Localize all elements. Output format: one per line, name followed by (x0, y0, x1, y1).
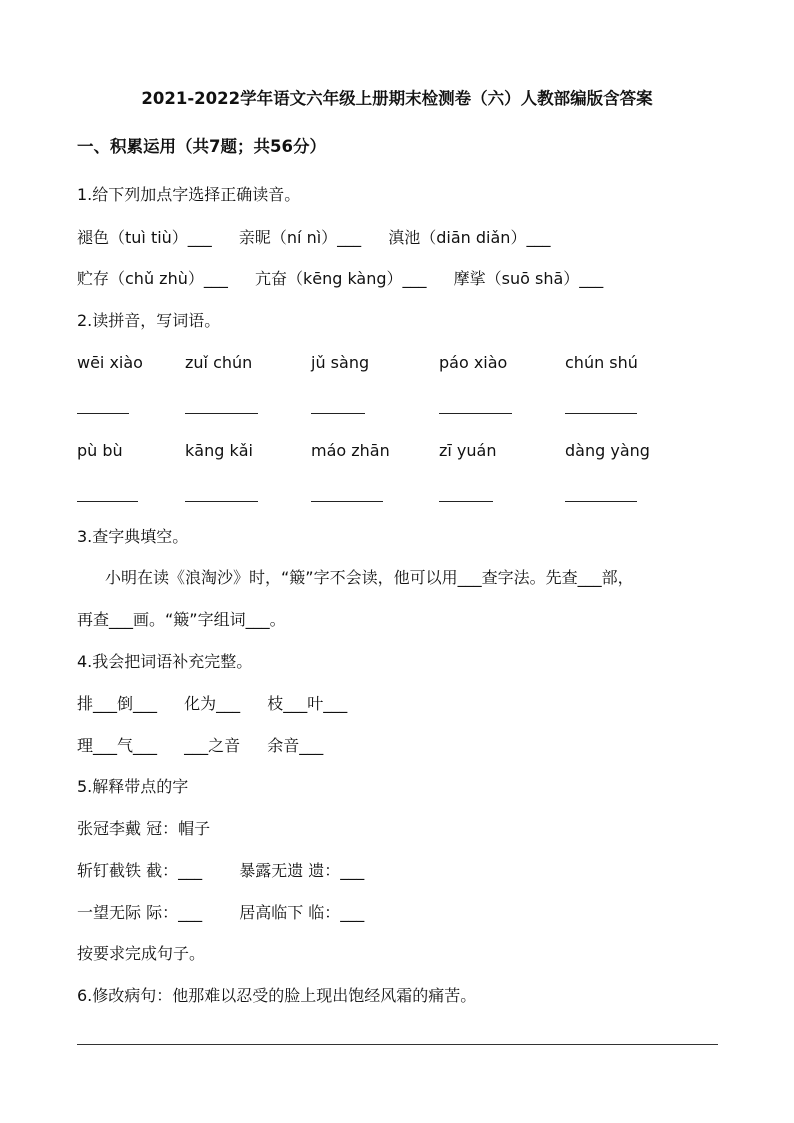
answer-blank[interactable] (77, 413, 129, 414)
answer-blank[interactable] (439, 413, 512, 414)
idiom-item: ___之音 (184, 736, 241, 755)
page-title: 2021-2022学年语文六年级上册期末检测卷（六）人教部编版含答案 (141, 89, 653, 108)
q1-prompt: 1.给下列加点字选择正确读音。 (77, 185, 301, 204)
q5-row-2 (77, 903, 364, 923)
instruction-text: 按要求完成句子。 (77, 944, 206, 963)
pinyin-cell: jǔ sàng (311, 353, 370, 372)
q5-example: 张冠李戴 冠：帽子 (77, 819, 211, 838)
pinyin-cell: máo zhān (311, 441, 390, 460)
answer-blank[interactable] (185, 501, 258, 502)
q1-item: 亢奋（kēng kàng）___ (254, 269, 427, 288)
pinyin-cell: kāng kǎi (185, 441, 253, 460)
explain-item: 居高临下 临：___ (239, 903, 365, 922)
explain-item: 斩钉截铁 截：___ (77, 861, 203, 880)
q1-item: 摩挲（suō shā）___ (453, 269, 604, 288)
q4-prompt: 4.我会把词语补充完整。 (77, 652, 253, 671)
q3-prompt: 3.查字典填空。 (77, 527, 189, 546)
q1-row-1 (77, 228, 550, 248)
answer-blank[interactable] (311, 501, 383, 502)
pinyin-cell: pù bù (77, 441, 123, 460)
q1-item: 褪色（tuì tiù）___ (77, 228, 212, 247)
answer-blank[interactable] (439, 501, 493, 502)
pinyin-cell: wēi xiào (77, 353, 143, 372)
q4-row-1 (77, 694, 347, 714)
answer-line[interactable] (77, 1044, 718, 1045)
pinyin-cell: zī yuán (439, 441, 497, 460)
answer-blank[interactable] (185, 413, 258, 414)
section-heading: 一、积累运用（共7题；共56分） (77, 137, 326, 156)
answer-blank[interactable] (77, 501, 138, 502)
idiom-item: 余音___ (267, 736, 324, 755)
idiom-item: 排___倒___ (77, 694, 158, 713)
q2-prompt: 2.读拼音，写词语。 (77, 311, 221, 330)
q1-item: 滇池（diān diǎn）___ (388, 228, 551, 247)
q1-item: 亲昵（ní nì）___ (238, 228, 362, 247)
pinyin-cell: chún shú (565, 353, 638, 372)
q5-prompt: 5.解释带点的字 (77, 777, 189, 796)
pinyin-cell: páo xiào (439, 353, 508, 372)
q3-text-line-1: 小明在读《浪淘沙》时，“簸”字不会读，他可以用___查字法。先查___部， (105, 568, 634, 587)
q1-row-2 (77, 269, 603, 289)
idiom-item: 化为___ (184, 694, 241, 713)
pinyin-cell: zuǐ chún (185, 353, 253, 372)
idiom-item: 理___气___ (77, 736, 158, 755)
idiom-item: 枝___叶___ (267, 694, 348, 713)
pinyin-cell: dàng yàng (565, 441, 650, 460)
answer-blank[interactable] (565, 413, 637, 414)
q5-row-1 (77, 861, 364, 881)
explain-item: 一望无际 际：___ (77, 903, 203, 922)
q6-prompt: 6.修改病句：他那难以忍受的脸上现出饱经风霜的痛苦。 (77, 986, 477, 1005)
answer-blank[interactable] (311, 413, 365, 414)
q1-item: 贮存（chǔ zhù）___ (77, 269, 228, 288)
q4-row-2 (77, 736, 323, 756)
explain-item: 暴露无遗 遗：___ (239, 861, 365, 880)
q3-text-line-2: 再查___画。“簸”字组词___。 (77, 610, 286, 629)
answer-blank[interactable] (565, 501, 637, 502)
